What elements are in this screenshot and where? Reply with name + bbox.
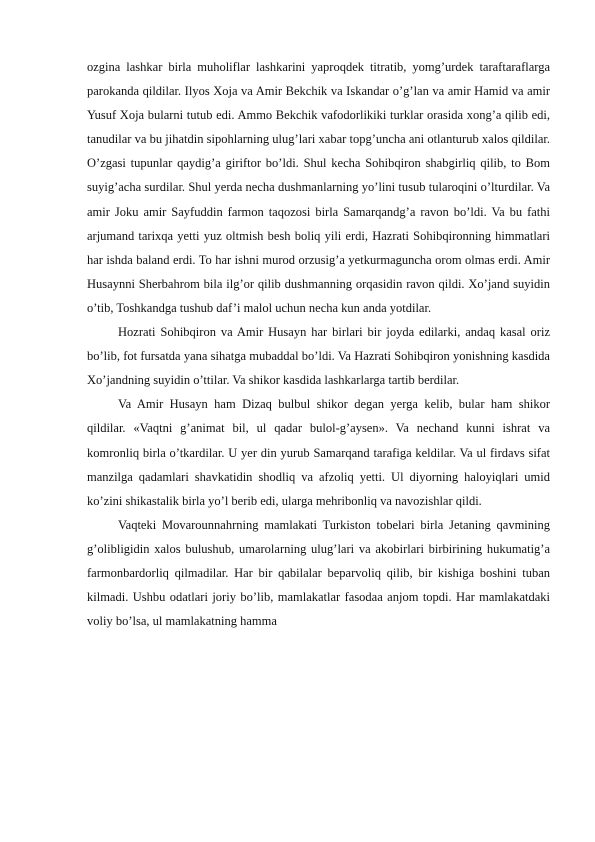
paragraph-2: Hozrati Sohibqiron va Amir Husayn har birlari bir joyda edilarki, andaq kasal oriz bo’lib, fot fursatda yana sihatga mubaddal bo’ldi. Va Hazrati Sohibqiron yonishning kasdida Xo’jandning suyidin o’ttilar. Va shikor kasdida lashkarlarga tartib berdilar. [87, 325, 550, 388]
paragraph-3: Va Amir Husayn ham Dizaq bulbul shikor degan yerga kelib, bular ham shikor qildilar. «Vaqtni g’animat bil, ul qadar bulol-g’aysen». Va nechand kunni ishrat va komronliq birla o’tkardilar. U yer din yurub Samarqand tarafiga keldilar. Va ul firdavs sifat manzilga qadamlari shavkatidin shodliq va afzoliq yetti. Ul diyorning haloyiqlari umid ko’zini shikastalik birla yo’l berib edi, ularga mehribonliq va navozishlar qildi. [87, 397, 550, 508]
paragraph-1: ozgina lashkar birla muholiflar lashkarini yaproqdek titratib, yomg’urdek taraftaraflarga parokanda qildilar. Ilyos Xoja va Amir Bekchik va Iskandar o’g’lan va amir Hamid va amir Yusuf Xoja bularni tutub edi. Ammo Bekchik vafodorlikiki turklar orasida xong’a qilib edi, tanudilar va bu jihatdin sipohlarning ulug’lari xabar topg’uncha ani otlanturub xalos qildilar. O’zgasi tupunlar qaydig’a giriftor bo’ldi. Shul kecha Sohibqiron shabgirliq qilib, to Bom suyig’acha surdilar. Shul yerda necha dushmanlarning yo’lini tusub tularoqini o’lturdilar. Va amir Joku amir Sayfuddin farmon taqozosi birla Samarqandg’a ravon bo’ldi. Va bu fathi arjumand tarixqa yetti yuz oltmish besh boliq yili erdi, Hazrati Sohibqironning himmatlari har ishda baland erdi. To har ishni murod orzusig’a yetkurmaguncha orom olmas erdi. Amir Husaynni Sherbahrom bila ilg’or qilib dushmanning orqasidin ravon qildi. Xo’jand suyidin o’tib, Toshkandga tushub daf’i malol uchun necha kun anda yotdilar. [87, 60, 550, 315]
document-page [87, 55, 550, 633]
paragraph-4: Vaqteki Movarounnahrning mamlakati Turkiston tobelari birla Jetaning qavmining g’olibligidin xalos bulushub, umarolarning ulug’lari va akobirlari birbirining hukumatig’a farmonbardorliq qilmadilar. Har bir qabilalar beparvoliq qilib, bir kishiga boshini tuban kilmadi. Ushbu odatlari joriy bo’lib, mamlakatlar fasodaa anjom topdi. Har mamlakatdaki voliy bo’lsa, ul mamlakatning hamma [87, 517, 550, 629]
